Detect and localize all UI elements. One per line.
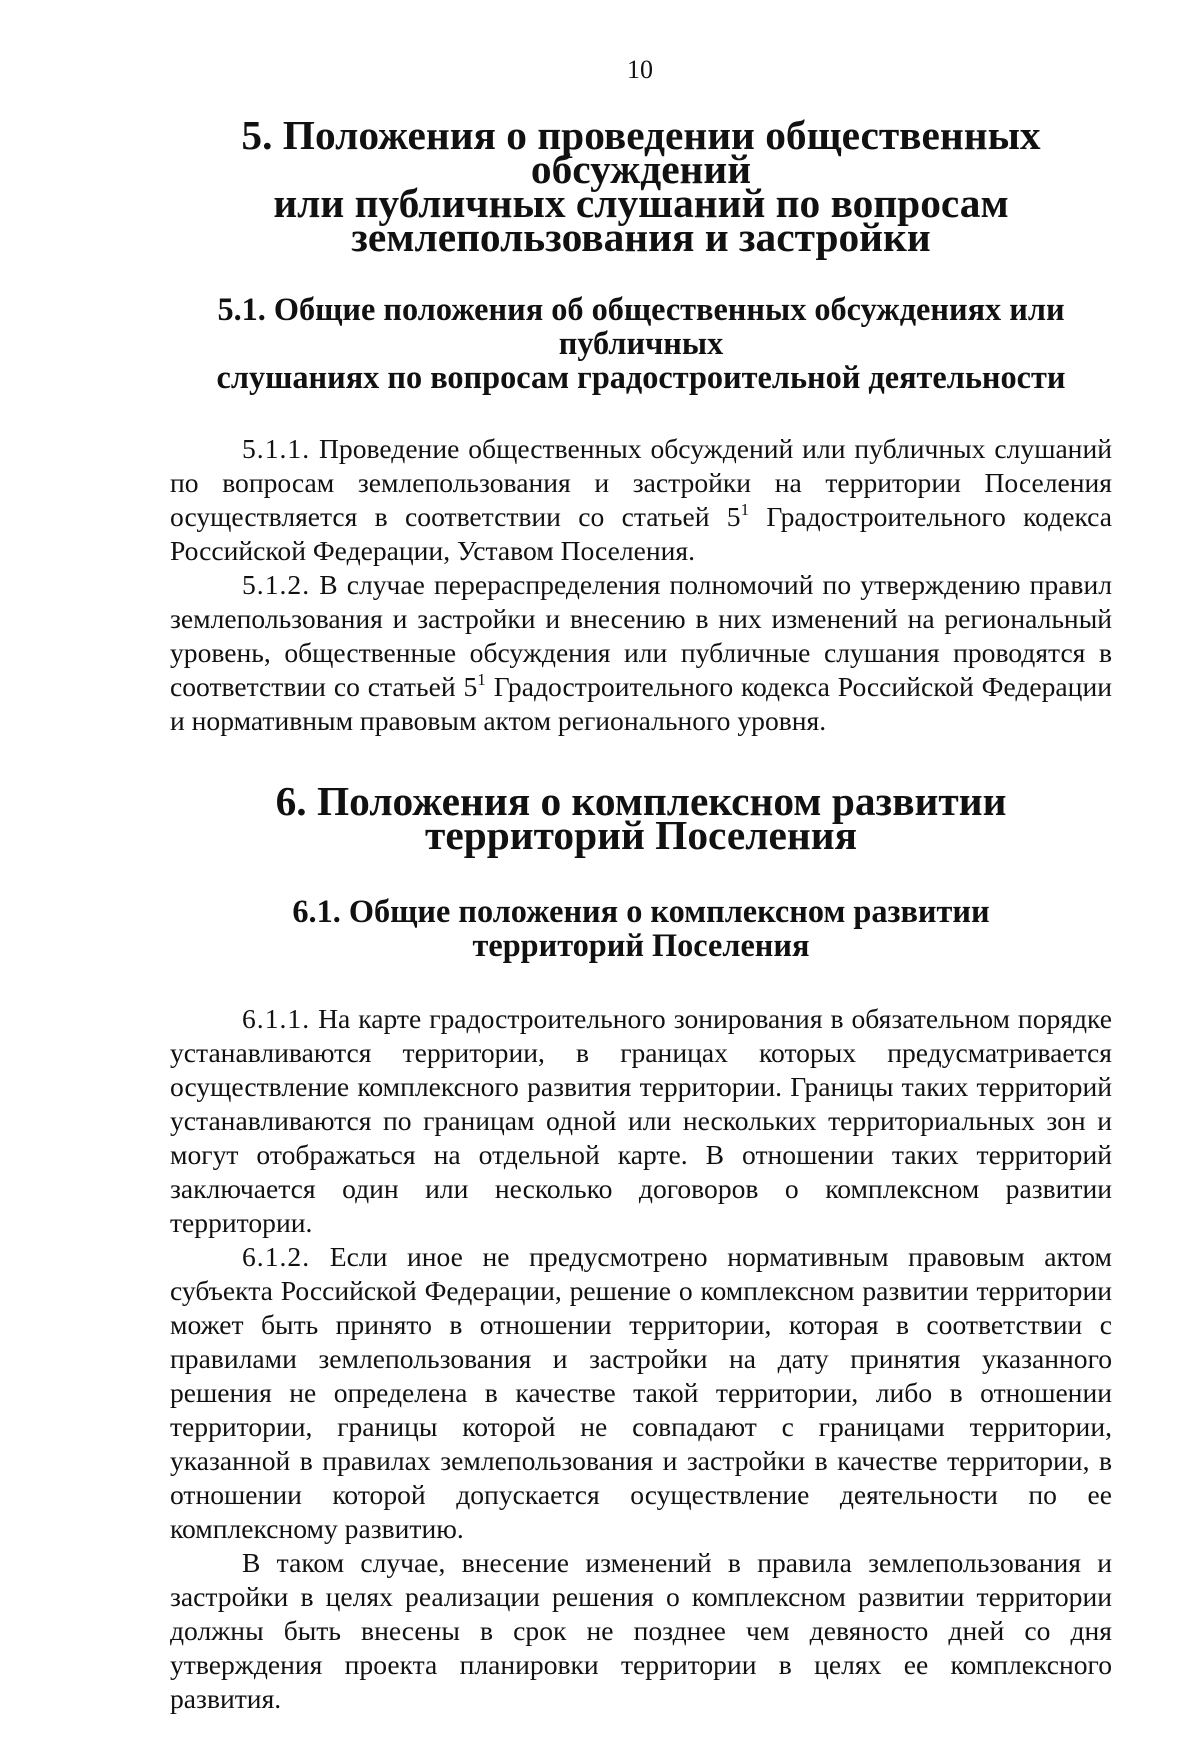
section-5-heading bbox=[170, 112, 1112, 260]
section-6-1-heading-line-2: территорий Поселения bbox=[472, 927, 810, 963]
paragraph-5-1-1 bbox=[170, 432, 1112, 568]
section-6-heading bbox=[170, 778, 1112, 858]
paragraph-6-1-2-continuation: В таком случае, внесение изменений в правила землепользования и застройки в целях реализации решения о комплексном развитии территории должны быть внесены в срок не позднее чем девяносто дней со дня утверждения проекта планировки территории в целях ее комплексного развития. bbox=[170, 1547, 1112, 1714]
paragraph-text: Если иное не предусмотрено нормативным правовым актом субъекта Российской Федерации, решение о комплексном развитии территории может быть принято в отношении территории, которая в соответствии с правилами землепользования и застройки на дату принятия указанного решения не определена в качестве такой территории, либо в отношении территории, границы которой не совпадают с границами территории, указанной в правилах землепользования и застройки в качестве территории, в отношении которой допускается осуществление деятельности по ее комплексному развитию. bbox=[170, 1241, 1112, 1544]
section-6-1-heading-line-1: 6.1. Общие положения о комплексном развитии bbox=[292, 893, 990, 929]
page-number: 10 bbox=[627, 55, 653, 84]
section-5-1-heading-line-2: слушаниях по вопросам градостроительной деятельности bbox=[216, 359, 1066, 395]
section-5-1-heading-line-1: 5.1. Общие положения об общественных обсуждениях или публичных bbox=[217, 291, 1065, 361]
paragraph-text: Проведение общественных обсуждений или публичных слушаний по вопросам землепользования и застройки на территории Поселения осуществляется в соответствии со статьей 5 bbox=[170, 433, 1112, 532]
paragraph-number: 6.1.1. bbox=[242, 1003, 311, 1034]
section-5-heading-line-2: или публичных слушаний по вопросам землепользования и застройки bbox=[273, 180, 1009, 260]
superscript: 1 bbox=[740, 500, 750, 519]
paragraph-number: 5.1.2. bbox=[242, 569, 311, 600]
paragraph-5-1-2 bbox=[170, 568, 1112, 738]
paragraph-text: Градостроительного кодекса Российской Федерации, Уставом Поселения. bbox=[170, 501, 1112, 566]
paragraph-text: На карте градостроительного зонирования в обязательном порядке устанавливаются территории, в границах которых предусматривается осуществление комплексного развития территории. Границы таких территорий устанавливаются по границам одной или нескольких территориальных зон и могут отображаться на отдельной карте. В отношении таких территорий заключается один или несколько договоров о комплексном развитии территории. bbox=[170, 1003, 1112, 1238]
paragraph-number: 6.1.2. bbox=[242, 1241, 311, 1272]
paragraph-6-1-1 bbox=[170, 1002, 1112, 1240]
section-5-heading-line-1: 5. Положения о проведении общественных обсуждений bbox=[241, 112, 1041, 192]
document-body bbox=[170, 112, 1112, 1716]
paragraph-text: В случае перераспределения полномочий по утверждению правил землепользования и застройки и внесению в них изменений на региональный уровень, общественные обсуждения или публичные слушания проводятся в соответствии со статьей 5 bbox=[170, 569, 1112, 702]
paragraph-6-1-2 bbox=[170, 1240, 1112, 1546]
section-5-1-heading bbox=[170, 292, 1112, 394]
paragraph-text: Градостроительного кодекса Российской Федерации и нормативным правовым актом регионального уровня. bbox=[170, 671, 1112, 736]
section-6-1-heading bbox=[170, 894, 1112, 962]
superscript: 1 bbox=[477, 670, 486, 689]
section-6-heading-line: 6. Положения о комплексном развитии территорий Поселения bbox=[275, 778, 1007, 858]
paragraph-number: 5.1.1. bbox=[242, 433, 311, 464]
